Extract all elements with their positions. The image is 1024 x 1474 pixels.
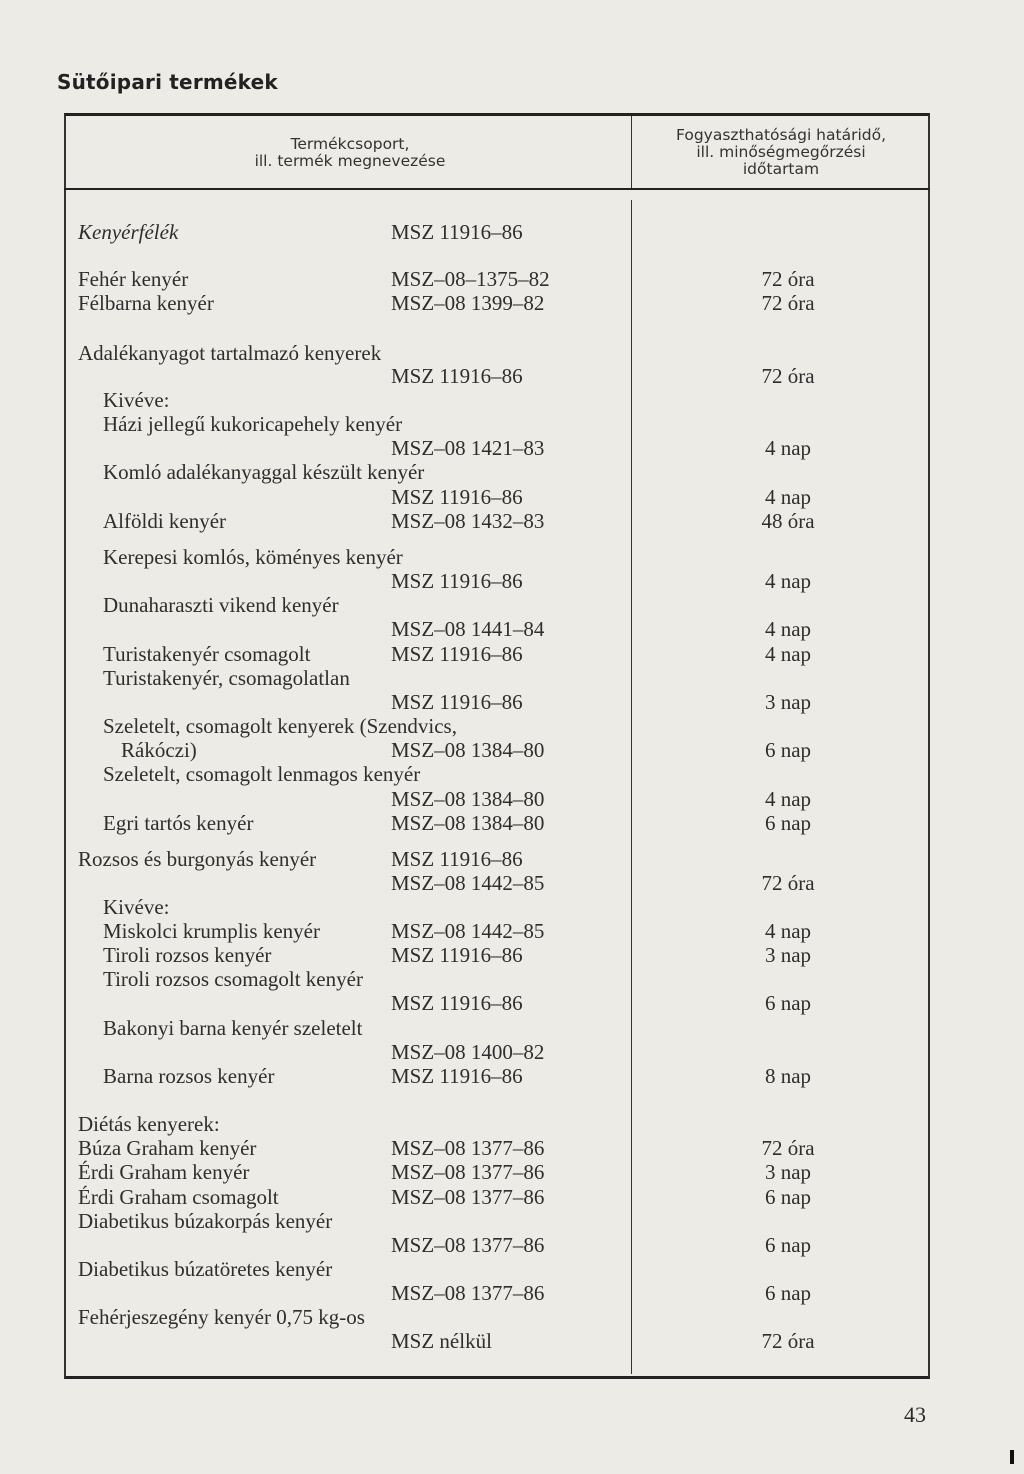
column-header-deadline: Fogyaszthatósági határidő, ill. minőségmegőrzési időtartam	[676, 126, 886, 178]
standard-code: MSZ 11916–86	[391, 943, 523, 967]
deadline-value: 6 nap	[764, 738, 812, 762]
product-name: Kerepesi komlós, köményes kenyér	[103, 545, 403, 569]
standard-code: MSZ–08 1377–86	[391, 1185, 545, 1209]
standard-code: MSZ–08 1377–86	[391, 1233, 545, 1257]
product-name: Fehérjeszegény kenyér 0,75 kg-os	[78, 1305, 365, 1329]
deadline-value: 6 nap	[764, 811, 812, 835]
exception-label: Kivéve:	[103, 895, 170, 919]
deadline-value: 3 nap	[764, 943, 812, 967]
deadline-value: 4 nap	[764, 569, 812, 593]
product-name: Barna rozsos kenyér	[103, 1064, 275, 1088]
deadline-value: 4 nap	[764, 436, 812, 460]
section-heading: Kenyérfélék	[78, 220, 179, 244]
deadline-value: 4 nap	[764, 617, 812, 641]
product-name: Fehér kenyér	[78, 267, 189, 291]
product-name: Bakonyi barna kenyér szeletelt	[103, 1016, 363, 1040]
deadline-value: 6 nap	[764, 1233, 812, 1257]
product-name-continued: Rákóczi)	[121, 738, 197, 762]
standard-code: MSZ 11916–86	[391, 991, 523, 1015]
product-name: Miskolci krumplis kenyér	[103, 919, 320, 943]
column-divider-head	[631, 116, 632, 188]
standard-code: MSZ 11916–86	[391, 485, 523, 509]
deadline-value: 72 óra	[761, 871, 815, 895]
standard-code: MSZ nélkül	[391, 1329, 492, 1353]
product-name: Diabetikus búzakorpás kenyér	[78, 1209, 333, 1233]
product-name: Dunaharaszti vikend kenyér	[103, 593, 339, 617]
page-number: 43	[904, 1402, 926, 1427]
deadline-value: 72 óra	[761, 1136, 815, 1160]
product-name: Turistakenyér csomagolt	[103, 642, 311, 666]
deadline-value: 72 óra	[761, 267, 815, 291]
deadline-value: 3 nap	[764, 1160, 812, 1184]
standard-code: MSZ–08 1441–84	[391, 617, 545, 641]
standard-code: MSZ–08–1375–82	[391, 267, 550, 291]
product-name: Komló adalékanyaggal készült kenyér	[103, 460, 425, 484]
deadline-value: 3 nap	[764, 690, 812, 714]
standard-code: MSZ–08 1432–83	[391, 509, 545, 533]
standard-code: MSZ 11916–86	[391, 569, 523, 593]
product-name: Turistakenyér, csomagolatlan	[103, 666, 350, 690]
product-name: Házi jellegű kukoricapehely kenyér	[103, 412, 403, 436]
deadline-value: 6 nap	[764, 1281, 812, 1305]
edge-mark	[1010, 1450, 1014, 1464]
standard-code: MSZ 11916–86	[391, 364, 523, 388]
deadline-value: 4 nap	[764, 787, 812, 811]
product-name: Tiroli rozsos kenyér	[103, 943, 272, 967]
standard-code: MSZ–08 1384–80	[391, 738, 545, 762]
deadline-value: 4 nap	[764, 642, 812, 666]
standard-code: MSZ–08 1421–83	[391, 436, 545, 460]
standard-code: MSZ 11916–86	[391, 690, 523, 714]
product-name: Rozsos és burgonyás kenyér	[78, 847, 317, 871]
standard-code: MSZ–08 1377–86	[391, 1136, 545, 1160]
standard-code: MSZ–08 1384–80	[391, 787, 545, 811]
deadline-value: 48 óra	[761, 509, 815, 533]
exception-label: Kivéve:	[103, 388, 170, 412]
standard-code: MSZ–08 1377–86	[391, 1281, 545, 1305]
column-header-product: Termékcsoport, ill. termék megnevezése	[254, 135, 446, 170]
standard-code: MSZ 11916–86	[391, 642, 523, 666]
product-name: Adalékanyagot tartalmazó kenyerek	[78, 341, 382, 365]
product-name: Diabetikus búzatöretes kenyér	[78, 1257, 333, 1281]
standard-code: MSZ–08 1399–82	[391, 291, 545, 315]
product-name: Búza Graham kenyér	[78, 1136, 257, 1160]
deadline-value: 72 óra	[761, 1329, 815, 1353]
product-name: Érdi Graham csomagolt	[78, 1185, 279, 1209]
deadline-value: 72 óra	[761, 364, 815, 388]
deadline-value: 6 nap	[764, 1185, 812, 1209]
column-divider	[631, 200, 632, 1374]
standard-code: MSZ–08 1400–82	[391, 1040, 545, 1064]
product-name: Érdi Graham kenyér	[78, 1160, 250, 1184]
standard-code: MSZ 11916–86	[391, 220, 523, 244]
deadline-value: 6 nap	[764, 991, 812, 1015]
product-name: Tiroli rozsos csomagolt kenyér	[103, 967, 363, 991]
deadline-value: 4 nap	[764, 485, 812, 509]
deadline-value: 72 óra	[761, 291, 815, 315]
product-name: Félbarna kenyér	[78, 291, 214, 315]
standard-code: MSZ–08 1384–80	[391, 811, 545, 835]
standard-code: MSZ–08 1442–85	[391, 919, 545, 943]
product-name: Szeletelt, csomagolt lenmagos kenyér	[103, 762, 421, 786]
standard-code: MSZ 11916–86	[391, 1064, 523, 1088]
section-heading: Diétás kenyerek:	[78, 1112, 220, 1136]
header-rule	[64, 188, 930, 190]
standard-code: MSZ–08 1377–86	[391, 1160, 545, 1184]
page-title: Sütőipari termékek	[57, 70, 278, 94]
deadline-value: 4 nap	[764, 919, 812, 943]
product-name: Alföldi kenyér	[103, 509, 227, 533]
product-name: Egri tartós kenyér	[103, 811, 254, 835]
deadline-value: 8 nap	[764, 1064, 812, 1088]
product-name: Szeletelt, csomagolt kenyerek (Szendvics,	[103, 714, 457, 738]
standard-code: MSZ 11916–86	[391, 847, 523, 871]
standard-code: MSZ–08 1442–85	[391, 871, 545, 895]
